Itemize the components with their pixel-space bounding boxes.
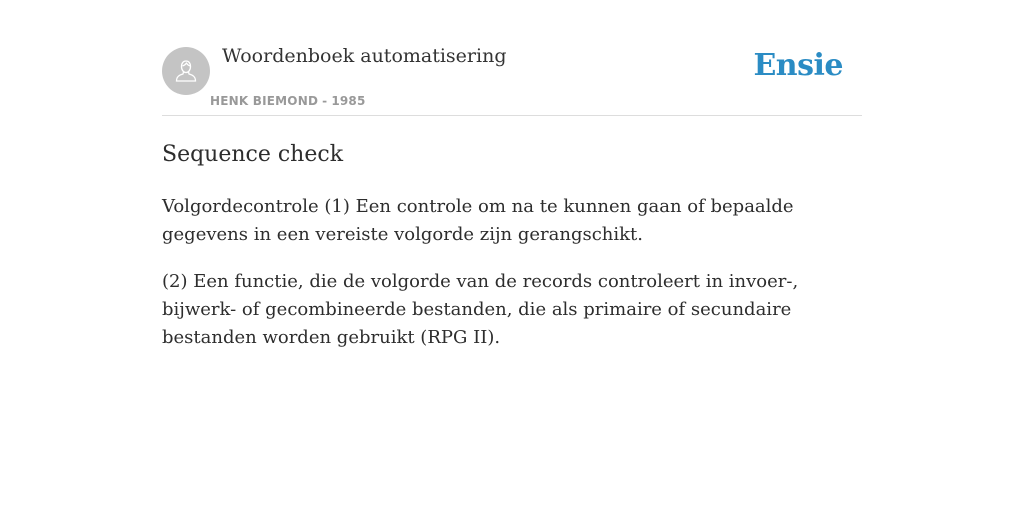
- byline-separator: -: [322, 94, 328, 108]
- byline: [210, 94, 366, 108]
- entry-definition: [162, 193, 862, 352]
- book-title[interactable]: Woordenboek automatisering: [222, 45, 507, 67]
- definition-paragraph: (2) Een functie, die de volgorde van de records controleert in invoer-, bijwerk- of gecombineerde bestanden, die als primaire of secundaire bestanden worden gebruikt (RPG II).: [162, 271, 799, 348]
- header: [162, 0, 862, 116]
- ensie-logo[interactable]: Ensie: [753, 48, 843, 83]
- page: [162, 0, 862, 352]
- definition-paragraph: Volgordecontrole (1) Een controle om na te kunnen gaan of bepaalde gegevens in een vereiste volgorde zijn gerangschikt.: [162, 196, 794, 245]
- user-silhouette-icon: [172, 57, 200, 85]
- author-name[interactable]: HENK BIEMOND: [210, 94, 319, 108]
- author-avatar[interactable]: [162, 47, 210, 95]
- entry-content: [162, 140, 862, 352]
- publication-year: 1985: [331, 94, 366, 108]
- entry-title: Sequence check: [162, 142, 344, 167]
